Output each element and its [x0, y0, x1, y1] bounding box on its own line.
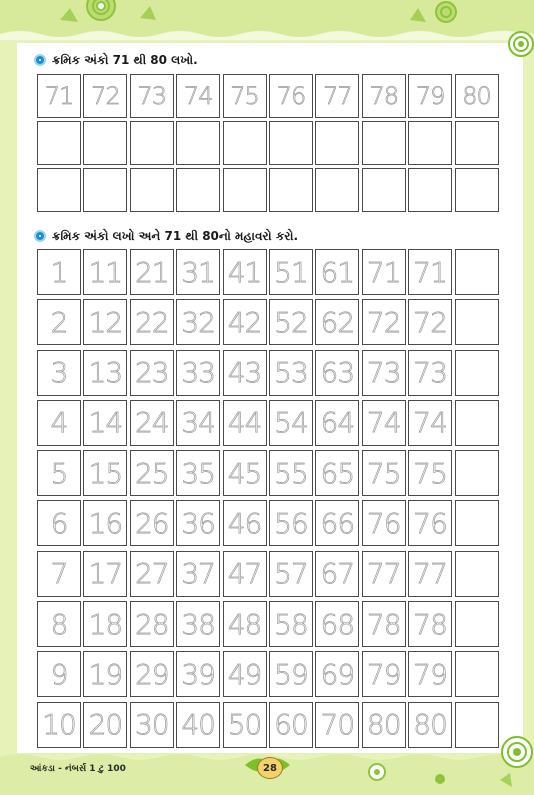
trace-cell[interactable]: 75: [362, 450, 406, 496]
blank-cell[interactable]: [83, 121, 127, 165]
trace-cell[interactable]: 77: [315, 74, 359, 118]
trace-cell[interactable]: 70: [315, 702, 359, 748]
trace-cell[interactable]: 34: [176, 400, 220, 446]
trace-cell[interactable]: 43: [223, 350, 267, 396]
blank-cell[interactable]: [83, 168, 127, 212]
blank-cell[interactable]: [455, 450, 499, 496]
trace-cell[interactable]: 9: [37, 651, 81, 697]
trace-cell[interactable]: 48: [223, 601, 267, 647]
page-number: 28: [257, 757, 283, 779]
trace-cell[interactable]: 21: [130, 249, 174, 295]
trace-cell[interactable]: 37: [176, 551, 220, 597]
trace-cell[interactable]: 3: [37, 350, 81, 396]
blank-cell[interactable]: [455, 350, 499, 396]
blank-cell[interactable]: [315, 121, 359, 165]
trace-cell[interactable]: 78: [408, 601, 452, 647]
trace-cell[interactable]: 75: [223, 74, 267, 118]
trace-cell[interactable]: 35: [176, 450, 220, 496]
blank-cell[interactable]: [176, 168, 220, 212]
blank-cell[interactable]: [130, 168, 174, 212]
trace-cell[interactable]: 51: [269, 249, 313, 295]
trace-cell[interactable]: 71: [408, 249, 452, 295]
blank-cell[interactable]: [223, 168, 267, 212]
trace-cell[interactable]: 74: [176, 74, 220, 118]
trace-cell[interactable]: 19: [83, 651, 127, 697]
trace-cell[interactable]: 68: [315, 601, 359, 647]
blank-cell[interactable]: [362, 168, 406, 212]
blank-cell[interactable]: [37, 121, 81, 165]
trace-cell[interactable]: 7: [37, 551, 81, 597]
trace-cell[interactable]: 12: [83, 299, 127, 345]
decorative-circles-top: [0, 0, 534, 40]
trace-cell[interactable]: 32: [176, 299, 220, 345]
section1-blank-grid: [37, 121, 499, 212]
trace-cell[interactable]: 17: [83, 551, 127, 597]
trace-cell[interactable]: 69: [315, 651, 359, 697]
blank-cell[interactable]: [130, 121, 174, 165]
blank-cell[interactable]: [455, 601, 499, 647]
blank-cell[interactable]: [408, 121, 452, 165]
blank-cell[interactable]: [223, 121, 267, 165]
trace-cell[interactable]: 50: [223, 702, 267, 748]
trace-cell[interactable]: 53: [269, 350, 313, 396]
trace-cell[interactable]: 74: [408, 400, 452, 446]
trace-cell[interactable]: 15: [83, 450, 127, 496]
blank-cell[interactable]: [455, 500, 499, 546]
trace-cell[interactable]: 38: [176, 601, 220, 647]
trace-cell[interactable]: 8: [37, 601, 81, 647]
trace-cell[interactable]: 80: [408, 702, 452, 748]
trace-cell[interactable]: 66: [315, 500, 359, 546]
blank-cell[interactable]: [269, 168, 313, 212]
blank-cell[interactable]: [37, 168, 81, 212]
trace-cell[interactable]: 57: [269, 551, 313, 597]
trace-cell[interactable]: 26: [130, 500, 174, 546]
trace-cell[interactable]: 10: [37, 702, 81, 748]
blank-cell[interactable]: [455, 400, 499, 446]
trace-cell[interactable]: 73: [130, 74, 174, 118]
trace-cell[interactable]: 33: [176, 350, 220, 396]
trace-cell[interactable]: 4: [37, 400, 81, 446]
trace-cell[interactable]: 45: [223, 450, 267, 496]
blank-cell[interactable]: [269, 121, 313, 165]
trace-cell[interactable]: 30: [130, 702, 174, 748]
trace-cell[interactable]: 28: [130, 601, 174, 647]
trace-cell[interactable]: 18: [83, 601, 127, 647]
trace-cell[interactable]: 27: [130, 551, 174, 597]
section1-trace-grid: [37, 74, 499, 118]
trace-cell[interactable]: 71: [362, 249, 406, 295]
blue-bullet-icon: [34, 230, 46, 242]
trace-cell[interactable]: 73: [362, 350, 406, 396]
trace-cell[interactable]: 24: [130, 400, 174, 446]
trace-cell[interactable]: 75: [408, 450, 452, 496]
section2-heading: [34, 227, 298, 245]
blank-cell[interactable]: [455, 651, 499, 697]
trace-cell[interactable]: 67: [315, 551, 359, 597]
decorative-circle-right-top: [505, 28, 534, 60]
blank-cell[interactable]: [455, 121, 499, 165]
blank-cell[interactable]: [408, 168, 452, 212]
trace-cell[interactable]: 47: [223, 551, 267, 597]
trace-cell[interactable]: 72: [362, 299, 406, 345]
trace-cell[interactable]: 71: [37, 74, 81, 118]
trace-cell[interactable]: 80: [362, 702, 406, 748]
trace-cell[interactable]: 1: [37, 249, 81, 295]
trace-cell[interactable]: 42: [223, 299, 267, 345]
book-title: આંકડા - નંબર્સ 1 ટુ 100: [30, 764, 126, 774]
trace-cell[interactable]: 11: [83, 249, 127, 295]
trace-cell[interactable]: 58: [269, 601, 313, 647]
blank-cell[interactable]: [455, 249, 499, 295]
trace-cell[interactable]: 5: [37, 450, 81, 496]
trace-cell[interactable]: 13: [83, 350, 127, 396]
trace-cell[interactable]: 54: [269, 400, 313, 446]
blank-cell[interactable]: [362, 121, 406, 165]
blank-cell[interactable]: [455, 299, 499, 345]
trace-cell[interactable]: 22: [130, 299, 174, 345]
trace-cell[interactable]: 39: [176, 651, 220, 697]
trace-cell[interactable]: 6: [37, 500, 81, 546]
blank-cell[interactable]: [315, 168, 359, 212]
trace-cell[interactable]: 79: [408, 74, 452, 118]
trace-cell[interactable]: 55: [269, 450, 313, 496]
blank-cell[interactable]: [176, 121, 220, 165]
trace-cell[interactable]: 72: [83, 74, 127, 118]
trace-cell[interactable]: 77: [408, 551, 452, 597]
trace-cell[interactable]: 72: [408, 299, 452, 345]
trace-cell[interactable]: 59: [269, 651, 313, 697]
trace-cell[interactable]: 20: [83, 702, 127, 748]
blue-bullet-icon: [34, 54, 46, 66]
trace-cell[interactable]: 80: [455, 74, 499, 118]
trace-cell[interactable]: 41: [223, 249, 267, 295]
trace-cell[interactable]: 64: [315, 400, 359, 446]
trace-cell[interactable]: 31: [176, 249, 220, 295]
trace-cell[interactable]: 46: [223, 500, 267, 546]
section2-heading-text: ક્રમિક અંકો લખો અને 71 થી 80નો મહાવરો કરો.: [52, 228, 299, 243]
trace-cell[interactable]: 77: [362, 551, 406, 597]
blank-cell[interactable]: [455, 168, 499, 212]
trace-cell[interactable]: 65: [315, 450, 359, 496]
trace-cell[interactable]: 52: [269, 299, 313, 345]
trace-cell[interactable]: 74: [362, 400, 406, 446]
trace-cell[interactable]: 79: [408, 651, 452, 697]
trace-cell[interactable]: 25: [130, 450, 174, 496]
trace-cell[interactable]: 16: [83, 500, 127, 546]
blank-cell[interactable]: [455, 551, 499, 597]
trace-cell[interactable]: 60: [269, 702, 313, 748]
trace-cell[interactable]: 49: [223, 651, 267, 697]
trace-cell[interactable]: 40: [176, 702, 220, 748]
trace-cell[interactable]: 23: [130, 350, 174, 396]
trace-cell[interactable]: 14: [83, 400, 127, 446]
trace-cell[interactable]: 61: [315, 249, 359, 295]
trace-cell[interactable]: 73: [408, 350, 452, 396]
trace-cell[interactable]: 78: [362, 601, 406, 647]
trace-cell[interactable]: 78: [362, 74, 406, 118]
trace-cell[interactable]: 29: [130, 651, 174, 697]
trace-cell[interactable]: 56: [269, 500, 313, 546]
trace-cell[interactable]: 44: [223, 400, 267, 446]
trace-cell[interactable]: 76: [269, 74, 313, 118]
trace-cell[interactable]: 63: [315, 350, 359, 396]
trace-cell[interactable]: 36: [176, 500, 220, 546]
section1-heading-text: ક્રમિક અંકો 71 થી 80 લખો.: [52, 52, 198, 67]
trace-cell[interactable]: 76: [362, 500, 406, 546]
section1-heading: [34, 51, 198, 69]
trace-cell[interactable]: 2: [37, 299, 81, 345]
trace-cell[interactable]: 76: [408, 500, 452, 546]
section2-practice-grid: [37, 249, 499, 748]
trace-cell[interactable]: 62: [315, 299, 359, 345]
trace-cell[interactable]: 79: [362, 651, 406, 697]
